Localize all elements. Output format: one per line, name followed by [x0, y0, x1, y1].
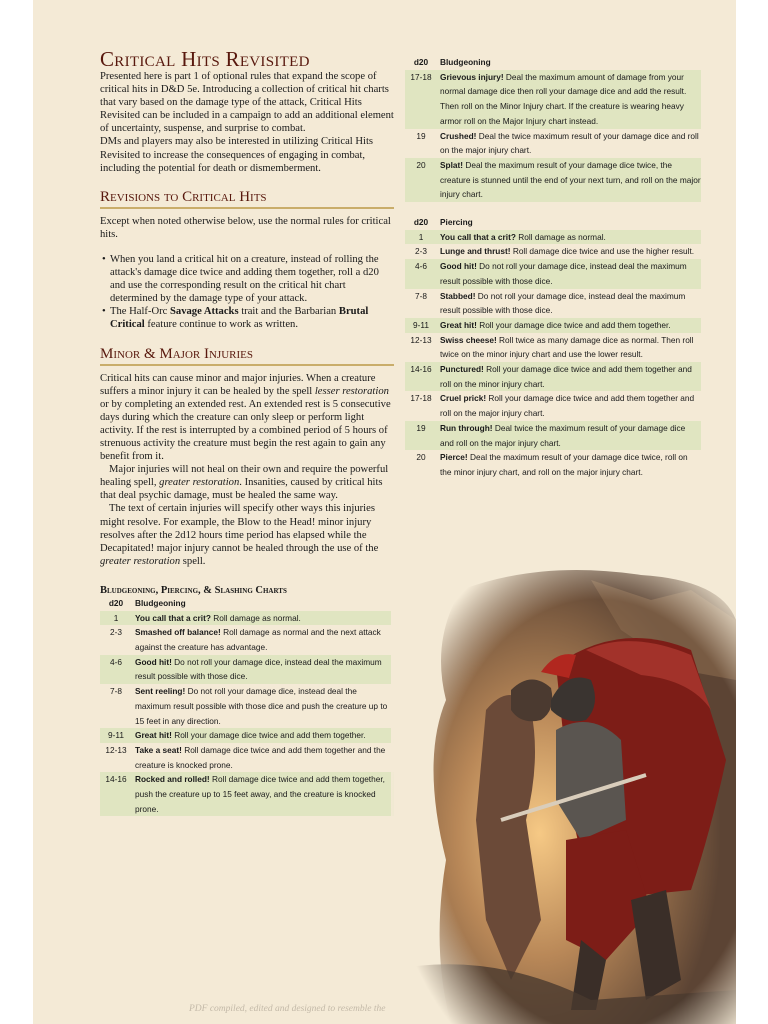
roll-range: 4-6 [405, 259, 437, 288]
table-row [405, 421, 701, 450]
result-cell [132, 611, 394, 626]
table-row [405, 362, 701, 391]
table-row [405, 129, 701, 158]
result-cell [132, 655, 394, 684]
greater-restoration-term-2: greater restoration [100, 555, 181, 567]
result-cell [437, 318, 701, 333]
result-text: Roll twice as many damage dice as normal. Then roll twice on the minor injury chart and use the lower result. [440, 334, 694, 360]
charts-heading: Bludgeoning, Piercing, & Slashing Charts [100, 584, 287, 596]
table-row [405, 158, 701, 202]
piercing-table [405, 215, 701, 480]
roll-range: 1 [100, 611, 132, 626]
result-text: Roll damage as normal and the next attack against the creature has advantage. [135, 627, 381, 653]
roll-range: 17-18 [410, 393, 432, 404]
d20-column-header: d20 [413, 57, 429, 67]
right-column [405, 55, 701, 480]
table-row [405, 259, 701, 288]
table-row [100, 655, 394, 684]
roll-range: 20 [416, 452, 426, 463]
table-row [405, 333, 701, 362]
result-cell [437, 70, 701, 129]
result-name: Crushed! [440, 130, 477, 141]
type-column-header: Bludgeoning [135, 597, 186, 608]
result-name: Stabbed! [440, 290, 476, 301]
result-cell [437, 450, 701, 479]
combat-illustration [391, 560, 736, 1024]
injuries-paragraph-1 [100, 372, 394, 464]
table-row [100, 684, 394, 728]
injuries-paragraph-3 [100, 502, 394, 567]
roll-range: 9-11 [405, 318, 437, 333]
result-cell [437, 289, 701, 318]
table-header-row [405, 215, 701, 230]
page [33, 0, 736, 1024]
table-header-row [405, 55, 701, 70]
savage-attacks-term: Savage Attacks [170, 306, 239, 318]
result-name: Lunge and thrust! [440, 246, 511, 257]
result-cell [437, 129, 701, 158]
result-name: Rocked and rolled! [135, 774, 210, 785]
roll-range: 2-3 [415, 246, 427, 257]
table-row [405, 70, 701, 129]
injuries-p1-text: Critical hits can cause minor and major injuries. When a creature suffers a minor injury it can be healed by the spell [100, 372, 376, 397]
table-header-row [100, 596, 394, 611]
result-text: Roll damage as normal. [515, 231, 606, 242]
result-name: Good hit! [135, 656, 172, 667]
table-row [100, 743, 394, 772]
bullet-2-part-e: feature continue to work as written. [144, 319, 298, 331]
roll-range: 1 [405, 230, 437, 245]
injuries-paragraph-2 [100, 463, 394, 502]
result-cell [132, 772, 394, 816]
result-cell [437, 259, 701, 288]
bullet-2-part-c: trait and the Barbarian [238, 306, 339, 318]
roll-range: 12-13 [105, 744, 127, 755]
result-name: Good hit! [440, 261, 477, 272]
type-column-header: Piercing [440, 217, 473, 228]
roll-range: 14-16 [100, 772, 132, 816]
result-name: Cruel prick! [440, 393, 487, 404]
result-cell [132, 743, 394, 772]
revisions-heading: Revisions to Critical Hits [100, 189, 394, 209]
result-text: Deal the maximum result of your damage dice twice, the creature is stunned until the end of your next turn, and roll on the major injury chart. [440, 159, 701, 200]
result-cell [437, 421, 701, 450]
result-name: Punctured! [440, 364, 484, 375]
roll-range: 20 [405, 158, 437, 202]
result-name: Take a seat! [135, 744, 182, 755]
footer-credit: PDF compiled, edited and designed to resemble the [189, 1004, 386, 1014]
roll-range: 2-3 [110, 627, 122, 638]
table-row [405, 289, 701, 318]
roll-range: 19 [405, 421, 437, 450]
injuries-heading: Minor & Major Injuries [100, 346, 394, 366]
result-text: Do not roll your damage dice, instead deal the maximum result possible with those dice. [440, 290, 686, 316]
table-row [100, 772, 394, 816]
page-title: Critical Hits Revisited [100, 47, 310, 71]
result-name: Pierce! [440, 452, 468, 463]
result-name: Great hit! [440, 319, 477, 330]
result-cell [437, 362, 701, 391]
result-text: Roll damage dice twice and use the higher result. [510, 246, 695, 257]
result-text: Roll damage dice twice and add them together, push the creature up to 15 feet away, and the creature is knocked prone. [135, 774, 385, 814]
revisions-text: Except when noted otherwise below, use the normal rules for critical hits. [100, 215, 391, 240]
bludgeoning-table-part-1 [100, 596, 394, 817]
result-cell [132, 684, 394, 728]
result-text: Roll damage dice twice and add them together and the creature is knocked prone. [135, 744, 386, 770]
d20-column-header: d20 [108, 597, 124, 608]
roll-range: 17-18 [405, 70, 437, 129]
table-row [100, 611, 394, 626]
result-cell [132, 625, 394, 654]
revisions-list [100, 253, 394, 332]
result-cell [132, 728, 394, 743]
roll-range: 7-8 [110, 686, 122, 697]
intro-paragraph-1: Presented here is part 1 of optional rules that expand the scope of critical hits in D&D 5e. Introducing a collection of critical hit charts that vary based on the damage type of the attack, Critical Hits Revisited can be included in a campaign to add an additional element of uncertainty, suspense, and surprise to combat. [100, 71, 394, 135]
result-text: Do not roll your damage dice, instead deal the maximum result possible with those dice. [135, 656, 382, 682]
result-text: Do not roll your damage dice, instead deal the maximum result possible with those dice. [440, 261, 687, 286]
revisions-bullet-2 [110, 305, 394, 331]
result-name: You call that a crit? [440, 231, 516, 242]
result-name: Run through! [440, 422, 493, 433]
roll-range: 19 [416, 130, 426, 141]
roll-range: 7-8 [415, 290, 427, 301]
result-text: Do not roll your damage dice, instead deal the maximum result possible with those dice and push the creature up to 15 feet in any direction. [135, 686, 388, 726]
result-cell [437, 391, 701, 420]
table-row [405, 450, 701, 479]
injuries-p3-text-end: spell. [180, 555, 206, 567]
result-name: You call that a crit? [135, 612, 211, 623]
result-cell [437, 333, 701, 362]
brutal-critical-term: Brutal Critical [110, 306, 369, 331]
table-row [405, 391, 701, 420]
d20-column-header: d20 [413, 217, 429, 228]
roll-range: 4-6 [100, 655, 132, 684]
injuries-p2-text: Major injuries will not heal on their own and require the powerful healing spell, [100, 464, 389, 489]
table-row [405, 230, 701, 245]
result-name: Sent reeling! [135, 686, 186, 697]
result-name: Smashed off balance! [135, 627, 221, 638]
injuries-p2-text-end: . Insanities, caused by critical hits that deal psychic damage, must be healed the same way. [100, 477, 383, 502]
result-text: Deal twice the maximum result of your damage dice and roll on the major injury chart. [440, 422, 686, 448]
bludgeoning-table-part-2 [405, 55, 701, 202]
result-cell [437, 244, 701, 259]
result-cell [437, 158, 701, 202]
table-row [405, 318, 701, 333]
roll-range: 14-16 [405, 362, 437, 391]
result-name: Great hit! [135, 730, 172, 741]
left-column [100, 48, 394, 816]
injuries-p1-text-end: or by completing an extended rest. An extended rest is 5 consecutive days during which the creature can only sleep or perform light activity. If the rest is interrupted by a combined period of 5 hours of strenuous activity the creature must begin the rest again to gain any benefit from it. [100, 398, 391, 463]
result-text: Roll your damage dice twice and add them together and roll on the major injury chart. [440, 393, 695, 419]
result-name: Splat! [440, 159, 464, 170]
result-text: Deal the maximum result of your damage dice twice, roll on the minor injury chart, and roll on the major injury chart. [440, 452, 688, 477]
table-row [405, 244, 701, 259]
roll-range: 12-13 [410, 334, 432, 345]
type-column-header: Bludgeoning [440, 57, 491, 67]
lesser-restoration-term: lesser restoration [314, 385, 389, 397]
result-name: Swiss cheese! [440, 334, 497, 345]
roll-range: 9-11 [100, 728, 132, 743]
result-text: Deal the maximum amount of damage from your normal damage dice then roll your damage dice and add the result. Then roll on the Minor Injury chart. If the creature is wearing heavy armor roll on the Major Injury chart instead. [440, 71, 687, 126]
injuries-p3-text: The text of certain injuries will specify other ways this injuries might resolve. For example, the Blow to the Head! minor injury resolves after the 2d12 hours time period has elapsed while the Decapitated! major injury cannot be healed through the use of the [100, 503, 379, 554]
result-text: Deal the twice maximum result of your damage dice and roll on the major injury chart. [440, 130, 699, 156]
result-name: Grievous injury! [440, 71, 504, 82]
greater-restoration-term: greater restoration [159, 477, 240, 489]
intro-paragraph-2: DMs and players may also be interested in utilizing Critical Hits Revisited to increase the consequences of engaging in combat, including the potential for death or dismemberment. [100, 136, 374, 174]
bullet-2-part-a: The Half-Orc [110, 306, 170, 318]
table-row [100, 728, 394, 743]
table-row [100, 625, 394, 654]
result-text: Roll damage as normal. [210, 612, 301, 623]
result-text: Roll your damage dice twice and add them together. [171, 730, 366, 741]
revisions-bullet-1: • When you land a critical hit on a creature, instead of rolling the attack's damage dice twice and adding them together, roll a d20 and use the corresponding result on the critical hit chart determined by the damage type of your attack. [110, 253, 394, 305]
result-text: Roll your damage dice twice and add them together. [476, 319, 671, 330]
result-text: Roll your damage dice twice and add them together and roll on the minor injury chart. [440, 364, 692, 389]
result-cell [437, 230, 701, 245]
